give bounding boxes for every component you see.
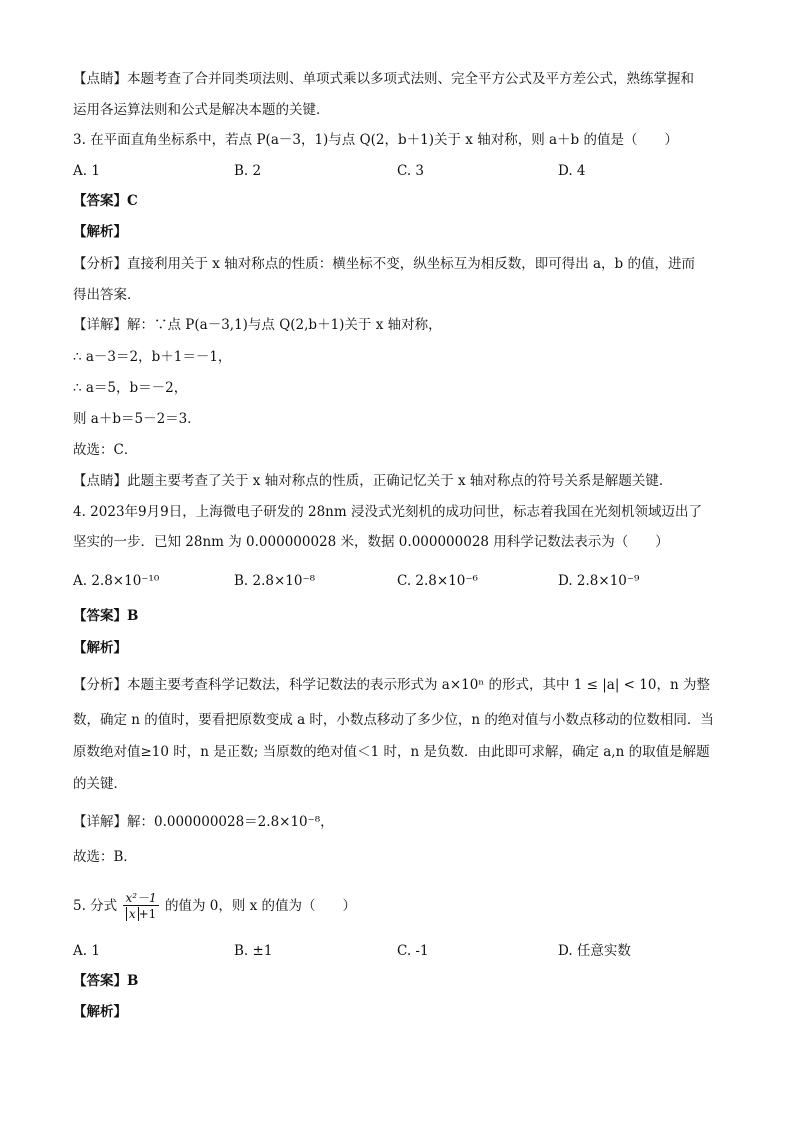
q5-suffix: 的值为 0，则 x 的值为（ ） xyxy=(164,898,357,914)
question-4-line1: 4. 2023年9月9日，上海微电子研发的 28nm 浸没式光刻机的成功问世，标志着我国在光刻机领域迈出了 xyxy=(73,504,702,520)
q5-option-d: D. 任意实数 xyxy=(558,943,631,959)
q3-detail-line2: ∴ a－3＝2，b＋1＝－1， xyxy=(73,349,232,365)
q4-choose: 故选：B． xyxy=(73,849,137,865)
q5-abs-x: x xyxy=(126,907,139,921)
q4-answer: 【答案】B xyxy=(73,608,139,624)
q4-option-b: B. 2.8×10⁻⁸ xyxy=(234,573,315,589)
q5-fraction-numerator: x²－1 xyxy=(125,891,157,905)
q3-answer: 【答案】C xyxy=(73,193,138,209)
q4-jiexi: 【解析】 xyxy=(73,640,127,656)
q5-option-c: C. -1 xyxy=(397,943,429,959)
q4-fenxi-line3: 原数绝对值≥10 时，n 是正数; 当原数的绝对值＜1 时，n 是负数．由此即可求解，确定 a,n 的取值是解题 xyxy=(73,744,710,760)
question-5 xyxy=(73,888,356,924)
q3-detail-line4: 则 a＋b＝5－2＝3． xyxy=(73,411,201,427)
q5-fraction-denominator xyxy=(123,906,158,922)
q3-option-d: D. 4 xyxy=(558,163,586,179)
q5-fraction xyxy=(123,891,158,922)
q3-jiexi: 【解析】 xyxy=(73,224,127,240)
q4-detail: 【详解】解：0.000000028＝2.8×10⁻⁸， xyxy=(73,814,334,830)
q4-fenxi-line4: 的关键． xyxy=(73,776,127,792)
q5-den-rest: +1 xyxy=(138,907,157,921)
dianjing-prev-line1: 【点睛】本题考查了合并同类项法则、单项式乘以多项式法则、完全平方公式及平方差公式，熟练掌握和 xyxy=(73,71,694,87)
question-3: 3. 在平面直角坐标系中，若点 P(a－3，1)与点 Q(2，b＋1)关于 x 轴对称，则 a＋b 的值是（ ） xyxy=(73,132,678,148)
q3-choose: 故选：C． xyxy=(73,442,138,458)
q4-fenxi-line1: 【分析】本题主要考查科学记数法，科学记数法的表示形式为 a×10ⁿ 的形式，其中 1 ≤ |a| < 10，n 为整 xyxy=(73,677,710,693)
q3-fenxi-line2: 得出答案． xyxy=(73,287,141,303)
q4-option-a: A. 2.8×10⁻¹⁰ xyxy=(73,573,160,589)
q3-option-b: B. 2 xyxy=(234,163,262,179)
question-4-line2: 坚实的一步．已知 28nm 为 0.000000028 米，数据 0.000000028 用科学记数法表示为（ ） xyxy=(73,534,669,550)
dianjing-prev-line2: 运用各运算法则和公式是解决本题的关键． xyxy=(73,102,330,118)
q5-option-b: B. ±1 xyxy=(234,943,273,959)
q4-fenxi-line2: 数，确定 n 的值时，要看把原数变成 a 时，小数点移动了多少位，n 的绝对值与小数点移动的位数相同．当 xyxy=(73,712,714,728)
q3-detail-line1: 【详解】解：∵点 P(a－3,1)与点 Q(2,b＋1)关于 x 轴对称， xyxy=(73,317,442,333)
q3-option-a: A. 1 xyxy=(73,163,100,179)
q5-prefix: 5. 分式 xyxy=(73,898,118,914)
q5-answer: 【答案】B xyxy=(73,973,139,989)
q3-option-c: C. 3 xyxy=(397,163,425,179)
q4-option-d: D. 2.8×10⁻⁹ xyxy=(558,573,640,589)
q3-dianjing: 【点睛】此题主要考查了关于 x 轴对称点的性质，正确记忆关于 x 轴对称点的符号关系是解题关键． xyxy=(73,473,673,489)
q3-detail-line3: ∴ a＝5，b＝－2， xyxy=(73,380,188,396)
q3-fenxi-line1: 【分析】直接利用关于 x 轴对称点的性质：横坐标不变，纵坐标互为相反数，即可得出 a，b 的值，进而 xyxy=(73,256,695,272)
q5-option-a: A. 1 xyxy=(73,943,100,959)
q4-option-c: C. 2.8×10⁻⁶ xyxy=(397,573,478,589)
q5-jiexi: 【解析】 xyxy=(73,1004,127,1020)
